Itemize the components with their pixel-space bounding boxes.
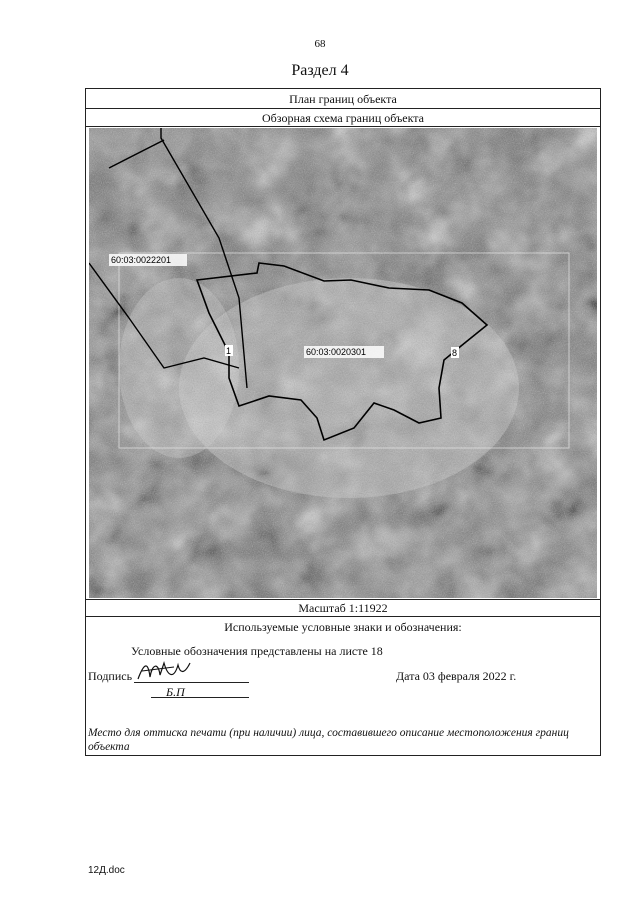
section-title: Раздел 4: [291, 62, 349, 79]
footer-filename: 12Д.doc: [88, 865, 125, 876]
stamp-note: Место для оттиска печати (при наличии) лица, составившего описание местоположения границ объекта: [88, 727, 569, 753]
parcel-label-1: 60:03:0022201: [111, 255, 172, 265]
map-scale: Масштаб 1:11922: [86, 599, 600, 617]
legend-text: Условные обозначения представлены на листе 18: [131, 644, 383, 658]
aerial-photo: [89, 128, 597, 598]
signature-initials: Б.П: [166, 685, 185, 699]
signature-label: Подпись: [88, 669, 133, 683]
plan-title: План границ объекта: [86, 89, 600, 109]
handwritten-signature: [134, 657, 194, 685]
marker-8: 8: [452, 348, 458, 358]
plan-frame: [85, 88, 601, 756]
document-date: Дата 03 февраля 2022 г.: [396, 669, 517, 683]
page-number: 68: [314, 38, 326, 50]
legend-title: Используемые условные знаки и обозначения:: [224, 620, 462, 634]
overview-title: Обзорная схема границ объекта: [86, 109, 600, 127]
overview-map: [89, 128, 597, 598]
parcel-label-2: 60:03:0020301: [306, 347, 367, 357]
marker-1: 1: [226, 346, 232, 356]
